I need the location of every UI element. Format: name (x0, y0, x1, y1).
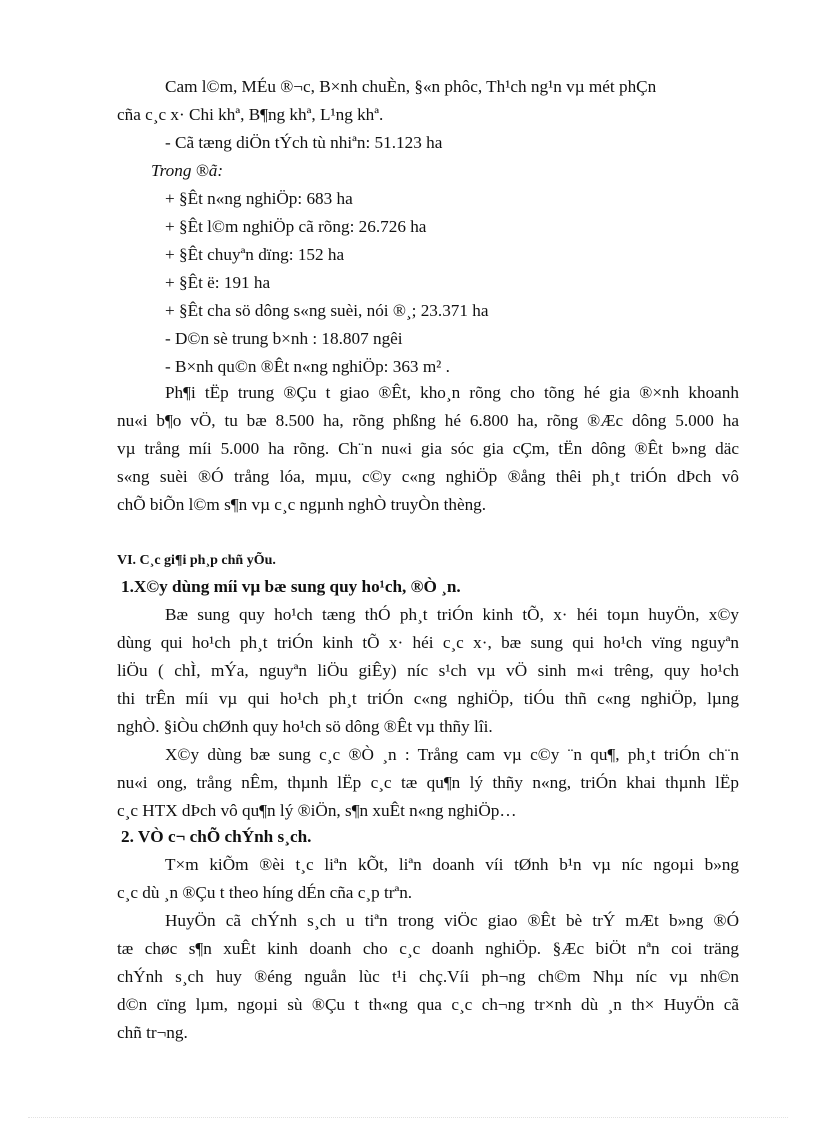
paragraph-line: tæ chøc s¶n xuÊt kinh doanh cho c¸c doanh nghiÖp. §Æc biÖt nªn coi träng (117, 939, 739, 958)
subheading-italic: Trong ®ã: (151, 161, 224, 180)
list-item: + §Êt l©m nghiÖp cã rõng: 26.726 ha (165, 217, 427, 236)
paragraph-line: HuyÖn cã chÝnh s¸ch u tiªn trong viÖc giao ®Êt bè trÝ mÆt b»ng ®Ó (165, 911, 739, 930)
list-item: + §Êt ë: 191 ha (165, 273, 271, 292)
list-item: + §Êt n«ng nghiÖp: 683 ha (165, 189, 353, 208)
subsection-heading: 1.X©y dùng míi vµ bæ sung quy ho¹ch, ®Ò ¸n. (121, 577, 461, 596)
paragraph-line: s«ng suèi ®Ó trång lóa, mµu, c©y c«ng nghiÖp ®ång thêi ph¸t triÓn dÞch vô (117, 467, 739, 486)
page-bottom-divider (28, 1117, 788, 1118)
paragraph-line: vµ trång míi 5.000 ha rõng. Ch¨n nu«i gia sóc gia cÇm, tËn dông ®Êt b»ng däc (117, 439, 739, 458)
list-line: - Cã tæng diÖn tÝch tù nhiªn: 51.123 ha (165, 133, 443, 152)
list-item: + §Êt cha sö dông s«ng suèi, nói ®¸; 23.371 ha (165, 301, 489, 320)
paragraph-line: liÖu ( chÌ, mÝa, nguyªn liÖu giÊy) níc s¹ch vµ vÖ sinh m«i trêng, quy ho¹ch (117, 661, 739, 680)
paragraph-line: nu«i b¶o vÖ, tu bæ 8.500 ha, rõng phßng hé 6.800 ha, rõng ®Æc dông 5.000 ha (117, 411, 739, 430)
paragraph-line: c¸c HTX dÞch vô qu¶n lý ®iÖn, s¶n xuÊt n«ng nghiÖp… (117, 801, 517, 820)
paragraph-line: Cam l©m, MÉu ®¬c, B×nh chuÈn, §«n phôc, Th¹ch ng¹n vµ mét phÇn (165, 77, 657, 96)
subsection-heading: 2. VÒ c¬ chÕ chÝnh s¸ch. (121, 827, 312, 846)
paragraph-line: d©n cïng lµm, ngoµi sù ®Çu t th«ng qua c¸c ch¬ng tr×nh dù ¸n th× HuyÖn cã (117, 995, 739, 1014)
paragraph-line: chÕ biÕn l©m s¶n vµ c¸c ngµnh nghÒ truyÒn thèng. (117, 495, 487, 514)
list-item: + §Êt chuyªn dïng: 152 ha (165, 245, 345, 264)
paragraph-line: chÝnh s¸ch huy ®éng nguån lùc t¹i chç.Víi ph¬ng ch©m Nhµ níc vµ nh©n (117, 967, 739, 986)
paragraph-line: chñ tr¬ng. (117, 1023, 188, 1042)
paragraph-line: T×m kiÕm ®èi t¸c liªn kÕt, liªn doanh víi tØnh b¹n vµ níc ngoµi b»ng (165, 855, 739, 874)
paragraph-line: X©y dùng bæ sung c¸c ®Ò ¸n : Trång cam vµ c©y ¨n qu¶, ph¸t triÓn ch¨n (165, 745, 739, 764)
list-line: - B×nh qu©n ®Êt n«ng nghiÖp: 363 m² . (165, 357, 450, 376)
paragraph-line: nghÒ. §iÒu chØnh quy ho¹ch sö dông ®Êt vµ thñy lîi. (117, 717, 493, 736)
list-line: - D©n sè trung b×nh : 18.807 ngêi (165, 329, 403, 348)
paragraph-line: Bæ sung quy ho¹ch tæng thÓ ph¸t triÓn kinh tÕ, x· héi toµn huyÖn, x©y (165, 605, 739, 624)
paragraph-line: thi trÊn míi vµ qui ho¹ch ph¸t triÓn c«ng nghiÖp, tiÓu thñ c«ng nghiÖp, lµng (117, 689, 739, 708)
paragraph-line: cña c¸c x· Chi khª, B¶ng khª, L¹ng khª. (117, 105, 384, 124)
paragraph-line: Ph¶i tËp trung ®Çu t giao ®Êt, kho¸n rõng cho tõng hé gia ®×nh khoanh (165, 383, 739, 402)
paragraph-line: nu«i ong, trång nÊm, thµnh lËp c¸c tæ qu¶n lý thñy n«ng, triÓn khai thµnh lËp (117, 773, 739, 792)
paragraph-line: dùng qui ho¹ch ph¸t triÓn kinh tÕ x· héi c¸c x·, bæ sung qui ho¹ch vïng nguyªn (117, 633, 739, 652)
section-heading: VI. C¸c gi¶i ph¸p chñ yÕu. (117, 553, 276, 568)
paragraph-line: c¸c dù ¸n ®Çu t theo híng dÉn cña c¸p trªn. (117, 883, 413, 902)
